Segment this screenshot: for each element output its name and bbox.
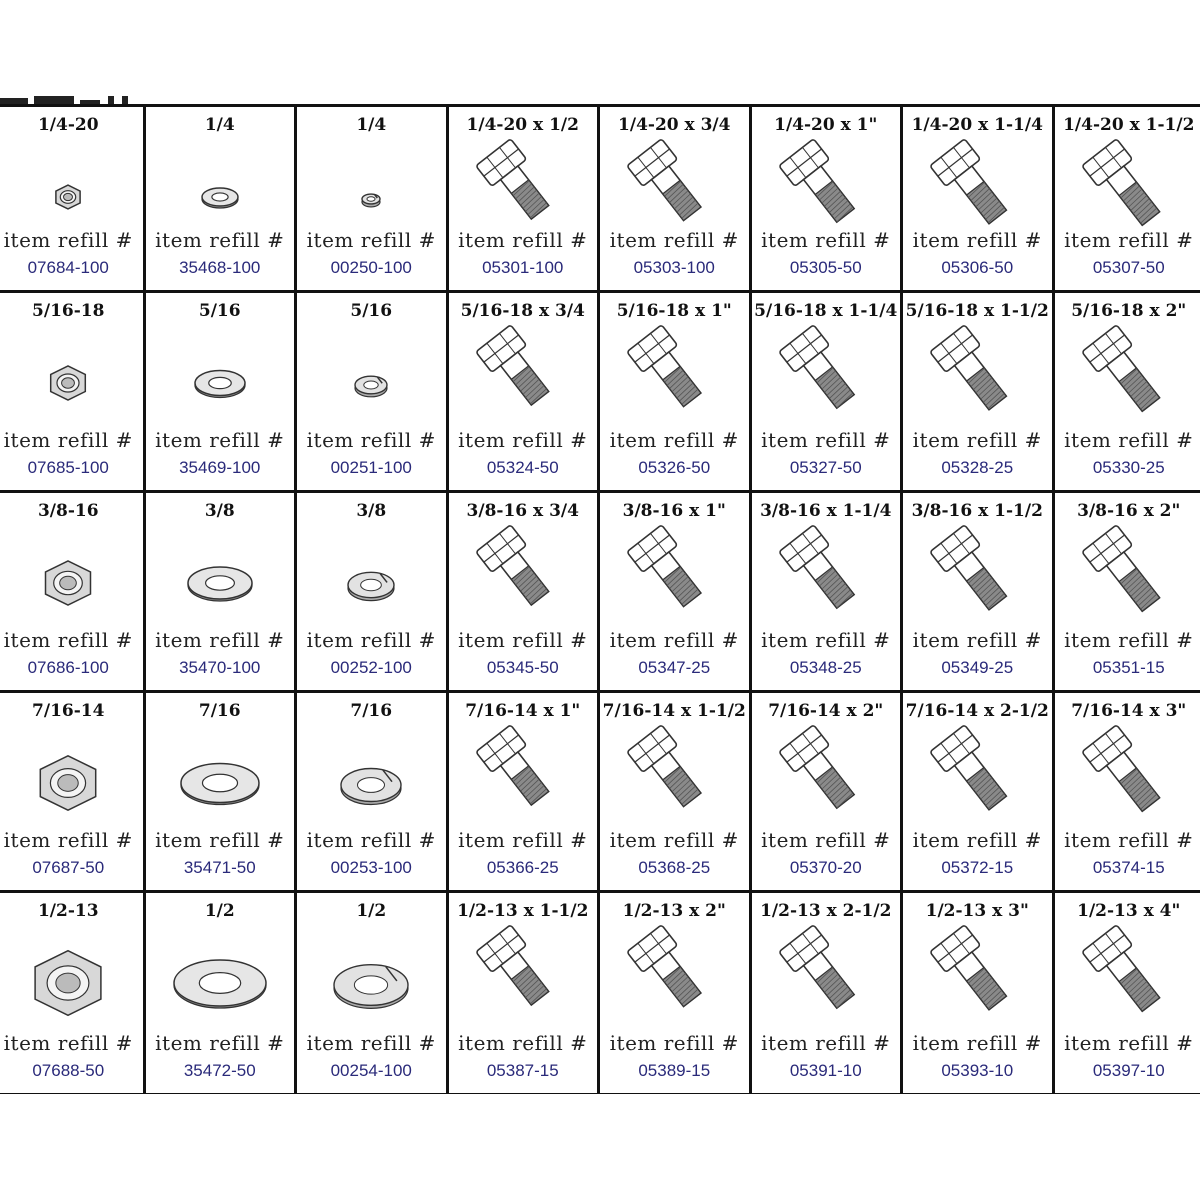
fastener-illustration [1055, 923, 1200, 1033]
refill-label: item refill # [458, 228, 588, 252]
lock-washer-icon [316, 323, 426, 433]
fastener-illustration [146, 523, 295, 633]
refill-label: item refill # [609, 628, 739, 652]
fastener-illustration [146, 723, 295, 833]
refill-item-code: 00252-100 [330, 658, 412, 677]
fastener-size-label: 5/16 [350, 301, 393, 321]
refill-item-code: 07688-50 [32, 1061, 105, 1080]
fastener-illustration [903, 723, 1052, 833]
fastener-illustration [297, 523, 446, 633]
hex-bolt-icon [917, 523, 1037, 643]
refill-label: item refill # [3, 628, 133, 652]
catalog-cell [600, 107, 752, 293]
fastener-illustration [449, 723, 598, 833]
refill-label: item refill # [761, 828, 891, 852]
fastener-size-label: 1/4-20 x 1" [774, 115, 878, 135]
refill-item-code: 05391-10 [789, 1061, 862, 1080]
hex-bolt-icon [917, 323, 1037, 443]
refill-item-code: 07684-100 [27, 258, 109, 277]
fastener-size-label: 7/16-14 x 2" [768, 701, 884, 721]
refill-item-code: 05349-25 [941, 658, 1014, 677]
hex-bolt-icon [1069, 323, 1189, 443]
refill-item-code: 05393-10 [941, 1061, 1014, 1080]
refill-item-code: 05306-50 [941, 258, 1014, 277]
catalog-cell [1055, 107, 1200, 293]
catalog-cell [752, 693, 904, 893]
fastener-size-label: 1/4-20 x 1-1/2 [1063, 115, 1195, 135]
refill-item-code: 05348-25 [789, 658, 862, 677]
hex-bolt-icon [766, 923, 886, 1043]
refill-label: item refill # [1064, 828, 1194, 852]
refill-item-code: 07685-100 [27, 458, 109, 477]
fastener-size-label: 1/2 [204, 901, 235, 921]
refill-label: item refill # [306, 828, 436, 852]
catalog-cell [752, 493, 904, 693]
refill-label: item refill # [458, 1031, 588, 1055]
refill-item-code: 35469-100 [179, 458, 261, 477]
refill-label: item refill # [3, 1031, 133, 1055]
hex-bolt-icon [463, 323, 583, 443]
fastener-size-label: 1/4-20 x 1-1/4 [911, 115, 1043, 135]
fastener-illustration [903, 923, 1052, 1033]
catalog-cell [1055, 293, 1200, 493]
catalog-cell [600, 493, 752, 693]
hex-bolt-icon [614, 523, 734, 643]
fastener-size-label: 7/16 [198, 701, 241, 721]
fastener-illustration [600, 923, 749, 1033]
refill-label: item refill # [609, 428, 739, 452]
refill-label: item refill # [761, 628, 891, 652]
fastener-size-label: 5/16-18 x 1-1/4 [754, 301, 898, 321]
hex-bolt-icon [766, 723, 886, 843]
lock-washer-icon [316, 523, 426, 633]
catalog-cell [0, 107, 146, 293]
refill-label: item refill # [155, 228, 285, 252]
catalog-cell [146, 493, 298, 693]
catalog-cell [903, 693, 1055, 893]
refill-label: item refill # [761, 428, 891, 452]
catalog-cell [752, 293, 904, 493]
catalog-cell [752, 893, 904, 1093]
fastener-size-label: 1/4-20 x 3/4 [618, 115, 731, 135]
fastener-illustration [449, 323, 598, 433]
fastener-illustration [600, 723, 749, 833]
catalog-cell [297, 107, 449, 293]
hex-bolt-icon [766, 523, 886, 643]
fastener-illustration [600, 523, 749, 633]
fastener-size-label: 3/8-16 x 2" [1077, 501, 1181, 521]
refill-label: item refill # [3, 228, 133, 252]
catalog-cell [449, 493, 601, 693]
catalog-cell [146, 293, 298, 493]
refill-label: item refill # [761, 1031, 891, 1055]
refill-item-code: 05372-15 [941, 858, 1014, 877]
hex-bolt-icon [463, 723, 583, 843]
refill-item-code: 00253-100 [330, 858, 412, 877]
fastener-size-label: 3/8 [356, 501, 387, 521]
flat-washer-icon [165, 723, 275, 833]
refill-item-code: 05368-25 [638, 858, 711, 877]
refill-label: item refill # [912, 228, 1042, 252]
catalog-cell [449, 107, 601, 293]
fastener-size-label: 1/2-13 [37, 901, 99, 921]
fastener-illustration [146, 323, 295, 433]
refill-item-code: 05303-100 [633, 258, 715, 277]
fastener-size-label: 5/16-18 [32, 301, 105, 321]
fastener-size-label: 1/2-13 x 2" [622, 901, 726, 921]
refill-item-code: 05345-50 [486, 658, 559, 677]
refill-item-code: 07687-50 [32, 858, 105, 877]
refill-item-code: 00251-100 [330, 458, 412, 477]
refill-item-code: 05351-15 [1092, 658, 1165, 677]
hex-nut-icon [13, 923, 123, 1033]
refill-label: item refill # [306, 428, 436, 452]
hex-bolt-icon [766, 323, 886, 443]
refill-label: item refill # [155, 628, 285, 652]
refill-label: item refill # [1064, 228, 1194, 252]
catalog-cell [146, 107, 298, 293]
lock-washer-icon [316, 723, 426, 833]
fastener-illustration [0, 323, 143, 433]
fastener-illustration [903, 523, 1052, 633]
refill-item-code: 05366-25 [486, 858, 559, 877]
refill-item-code: 05301-100 [482, 258, 564, 277]
refill-item-code: 07686-100 [27, 658, 109, 677]
hex-bolt-icon [917, 923, 1037, 1043]
flat-washer-icon [165, 323, 275, 433]
fastener-size-label: 1/2 [356, 901, 387, 921]
refill-item-code: 05328-25 [941, 458, 1014, 477]
fastener-illustration [146, 923, 295, 1033]
refill-label: item refill # [1064, 628, 1194, 652]
catalog-cell [297, 293, 449, 493]
fastener-size-label: 1/4-20 x 1/2 [466, 115, 579, 135]
refill-item-code: 05307-50 [1092, 258, 1165, 277]
refill-item-code: 05389-15 [638, 1061, 711, 1080]
catalog-cell [1055, 893, 1200, 1093]
fastener-size-label: 3/8-16 x 1-1/2 [911, 501, 1043, 521]
catalog-cell [449, 693, 601, 893]
fastener-illustration [600, 323, 749, 433]
refill-label: item refill # [609, 1031, 739, 1055]
fastener-illustration [0, 723, 143, 833]
catalog-cell [903, 107, 1055, 293]
catalog-cell [903, 893, 1055, 1093]
fastener-illustration [752, 923, 901, 1033]
fastener-size-label: 3/8-16 [37, 501, 99, 521]
refill-label: item refill # [458, 628, 588, 652]
catalog-cell [1055, 693, 1200, 893]
refill-item-code: 35468-100 [179, 258, 261, 277]
fastener-illustration [297, 323, 446, 433]
fastener-illustration [449, 923, 598, 1033]
fastener-size-label: 7/16-14 x 1-1/2 [602, 701, 746, 721]
catalog-cell [146, 893, 298, 1093]
fastener-illustration [1055, 723, 1200, 833]
catalog-cell [0, 293, 146, 493]
refill-label: item refill # [306, 228, 436, 252]
refill-label: item refill # [155, 1031, 285, 1055]
hex-bolt-icon [463, 923, 583, 1043]
fastener-size-label: 5/16-18 x 3/4 [460, 301, 585, 321]
hex-bolt-icon [614, 723, 734, 843]
hex-bolt-icon [1069, 923, 1189, 1043]
fastener-illustration [752, 723, 901, 833]
catalog-cell [903, 493, 1055, 693]
refill-label: item refill # [155, 828, 285, 852]
fastener-size-label: 5/16-18 x 1" [616, 301, 732, 321]
hex-bolt-icon [614, 323, 734, 443]
fastener-size-label: 5/16 [198, 301, 241, 321]
refill-label: item refill # [912, 428, 1042, 452]
refill-label: item refill # [912, 1031, 1042, 1055]
refill-label: item refill # [761, 228, 891, 252]
fastener-illustration [752, 323, 901, 433]
hex-bolt-icon [614, 923, 734, 1043]
refill-label: item refill # [912, 628, 1042, 652]
refill-label: item refill # [306, 628, 436, 652]
fastener-size-label: 5/16-18 x 1-1/2 [905, 301, 1049, 321]
fastener-size-label: 3/8-16 x 1" [622, 501, 726, 521]
fastener-illustration [0, 923, 143, 1033]
fastener-size-label: 1/2-13 x 2-1/2 [760, 901, 892, 921]
refill-item-code: 05374-15 [1092, 858, 1165, 877]
hex-bolt-icon [1069, 523, 1189, 643]
catalog-cell [146, 693, 298, 893]
hex-bolt-icon [917, 723, 1037, 843]
hex-bolt-icon [1069, 723, 1189, 843]
fastener-illustration [752, 523, 901, 633]
fastener-size-label: 7/16-14 [32, 701, 105, 721]
catalog-cell [0, 693, 146, 893]
refill-item-code: 05324-50 [486, 458, 559, 477]
refill-item-code: 05397-10 [1092, 1061, 1165, 1080]
refill-label: item refill # [1064, 428, 1194, 452]
refill-item-code: 35471-50 [183, 858, 256, 877]
hardware-grid [0, 104, 1200, 1094]
fastener-illustration [1055, 523, 1200, 633]
refill-item-code: 05347-25 [638, 658, 711, 677]
refill-item-code: 05326-50 [638, 458, 711, 477]
fastener-size-label: 7/16 [350, 701, 393, 721]
fastener-illustration [297, 723, 446, 833]
catalog-cell [297, 893, 449, 1093]
hex-bolt-icon [463, 523, 583, 643]
fastener-size-label: 1/4 [204, 115, 235, 135]
refill-label: item refill # [458, 428, 588, 452]
catalog-cell [600, 893, 752, 1093]
fastener-size-label: 3/8 [204, 501, 235, 521]
refill-item-code: 05327-50 [789, 458, 862, 477]
fastener-size-label: 1/2-13 x 4" [1077, 901, 1181, 921]
refill-label: item refill # [3, 828, 133, 852]
flat-washer-icon [165, 523, 275, 633]
refill-item-code: 05305-50 [789, 258, 862, 277]
hex-nut-icon [13, 523, 123, 633]
refill-label: item refill # [3, 428, 133, 452]
refill-item-code: 35470-100 [179, 658, 261, 677]
catalog-cell [0, 893, 146, 1093]
catalog-cell [752, 107, 904, 293]
catalog-cell [449, 893, 601, 1093]
hex-nut-icon [13, 323, 123, 433]
fastener-illustration [297, 923, 446, 1033]
refill-label: item refill # [306, 1031, 436, 1055]
refill-label: item refill # [458, 828, 588, 852]
fastener-size-label: 1/2-13 x 3" [925, 901, 1029, 921]
catalog-cell [1055, 493, 1200, 693]
hex-nut-icon [13, 723, 123, 833]
fastener-illustration [0, 523, 143, 633]
fastener-size-label: 5/16-18 x 2" [1071, 301, 1187, 321]
refill-item-code: 05370-20 [789, 858, 862, 877]
fastener-size-label: 1/4 [356, 115, 387, 135]
fastener-illustration [1055, 323, 1200, 433]
fastener-size-label: 3/8-16 x 1-1/4 [760, 501, 892, 521]
fastener-size-label: 3/8-16 x 3/4 [466, 501, 579, 521]
refill-label: item refill # [1064, 1031, 1194, 1055]
refill-label: item refill # [155, 428, 285, 452]
catalog-cell [297, 693, 449, 893]
refill-item-code: 00250-100 [330, 258, 412, 277]
catalog-cell [297, 493, 449, 693]
catalog-cell [600, 693, 752, 893]
fastener-illustration [903, 323, 1052, 433]
flat-washer-icon [165, 923, 275, 1033]
refill-item-code: 35472-50 [183, 1061, 256, 1080]
catalog-cell [903, 293, 1055, 493]
lock-washer-icon [316, 923, 426, 1033]
fastener-size-label: 1/2-13 x 1-1/2 [457, 901, 589, 921]
refill-item-code: 05330-25 [1092, 458, 1165, 477]
fastener-size-label: 7/16-14 x 2-1/2 [905, 701, 1049, 721]
catalog-cell [449, 293, 601, 493]
refill-label: item refill # [609, 828, 739, 852]
catalog-cell [0, 493, 146, 693]
refill-item-code: 05387-15 [486, 1061, 559, 1080]
refill-label: item refill # [912, 828, 1042, 852]
fastener-illustration [449, 523, 598, 633]
fastener-size-label: 1/4-20 [37, 115, 99, 135]
refill-label: item refill # [609, 228, 739, 252]
catalog-cell [600, 293, 752, 493]
fastener-size-label: 7/16-14 x 1" [465, 701, 581, 721]
fastener-size-label: 7/16-14 x 3" [1071, 701, 1187, 721]
refill-item-code: 00254-100 [330, 1061, 412, 1080]
